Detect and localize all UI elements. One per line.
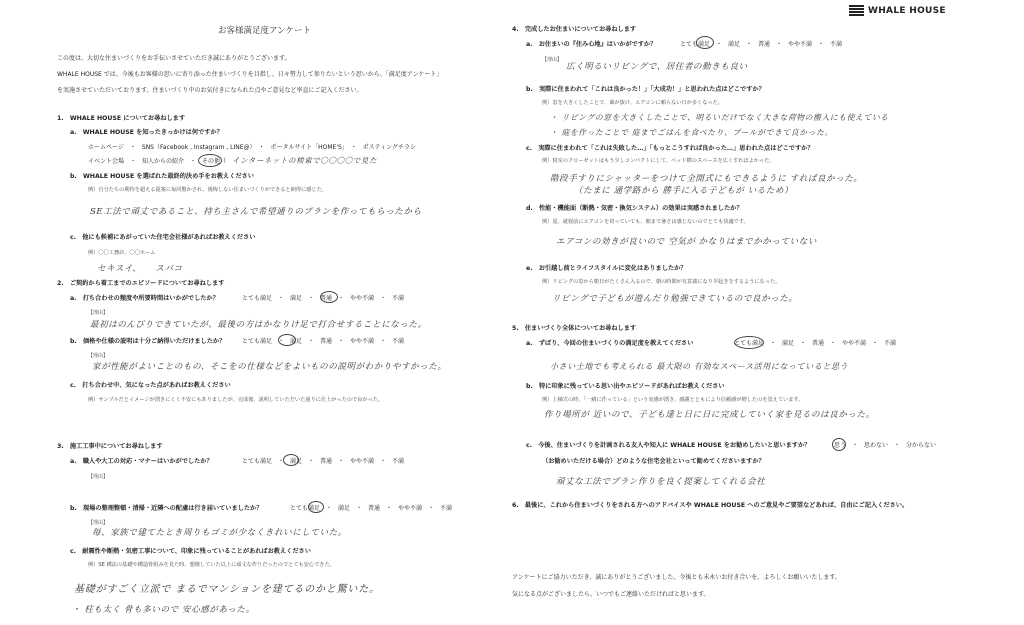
q1b-handwritten-answer: SE工法で頑丈であること、持ち主さんで希望通りのプランを作ってもらったから bbox=[90, 207, 422, 217]
intro-line-2: WHALE HOUSE では、今後もお客様の思いに寄り添った住まいづくりを目指し、日々努力して参りたいという思いから、「満足度アンケート」 bbox=[57, 71, 443, 78]
q4b-handwritten-answer-2: ・ 庭を作ったことで 庭までごはんを食べたり、プールができて良かった。 bbox=[550, 128, 833, 137]
q1b-example: 例）自分たちの期待を超える提案に毎回驚かされ、後悔しない住まいづくりができると納得に感じた。 bbox=[88, 187, 327, 193]
q2b-label: b. 価格や仕様の説明は十分ご納得いただけましたか？ bbox=[70, 338, 226, 345]
q2c-label: c. 打ち合わせ中、気になった点があればお教えください bbox=[70, 382, 231, 389]
q3b-handwritten-answer: 毎、家族で建てたとき周りもゴミが少なくきれいにしていた。 bbox=[92, 528, 347, 538]
brand-logo-text: WHALE HOUSE bbox=[868, 6, 946, 16]
q5c-options: 思う ・ 思わない ・ 分からない bbox=[834, 442, 937, 449]
q1a-options-line2: イベント会場 ・ 知人からの紹介 ・ その他（ bbox=[88, 158, 227, 165]
q4b-example: 例）窓を大きくしたことで、風が抜け、エアコンに頼らない日が多くなった。 bbox=[542, 100, 723, 106]
left-column bbox=[52, 0, 504, 625]
q1c-example: 例）〇〇工務店、〇〇ホーム bbox=[88, 250, 156, 256]
q3c-handwritten-answer-1: 基礎がすごく立派で まるでマンションを建てるのかと驚いた。 bbox=[74, 584, 380, 595]
q3a-reason-label: 【理由】 bbox=[88, 474, 109, 480]
q5c-label-2: （お勧めいただける場合）どのような住宅会社といって勧めてくださいますか？ bbox=[542, 458, 765, 465]
q3c-handwritten-answer-2: ・ 柱も太く 骨も多いので 安心感があった。 bbox=[72, 605, 255, 615]
q2b-selected-circle bbox=[278, 334, 296, 346]
q3a-label: a. 職人や大工の対応・マナーはいかがでしたか？ bbox=[70, 458, 213, 465]
q5a-scale: とても満足 ・ 満足 ・ 普通 ・ やや不満 ・ 不満 bbox=[734, 340, 897, 347]
q4d-example: 例）夏、就寝前にエアコンを切っていても、朝まで暑さは感じないのでとても快適です。 bbox=[542, 219, 749, 225]
closing-line-2: 気になる点がございましたら、いつでもご連絡いただければと思います。 bbox=[512, 591, 710, 598]
q4a-reason-label: 【理由】 bbox=[542, 57, 563, 63]
q1a-label: a. WHALE HOUSE を知ったきっかけは何ですか？ bbox=[70, 129, 223, 136]
q2c-example: 例）サンプルだとイメージが湧きにくく不安にもありましたが、完成後、説明していただいた通りに仕上がったので良かった。 bbox=[88, 397, 384, 403]
q1b-label: b. WHALE HOUSE を選ばれた最終的決め手をお教えください bbox=[70, 173, 254, 180]
q2a-scale: とても満足 ・ 満足 ・ 普通 ・ やや不満 ・ 不満 bbox=[242, 295, 405, 302]
q5a-selected-circle bbox=[734, 336, 764, 349]
q4a-selected-circle bbox=[696, 36, 714, 49]
q4c-handwritten-answer-2: （たまに 通学路から 勝手に入る子どもが いるため） bbox=[574, 186, 794, 196]
q3b-selected-circle bbox=[308, 501, 324, 513]
q4d-label: d. 性能・機能面（断熱・気密・換気システム）の効果は実感されましたか？ bbox=[526, 205, 743, 212]
right-column bbox=[512, 0, 1017, 625]
q5a-label: a. ずばり、今回の住まいづくりの満足度を教えてください bbox=[526, 340, 694, 347]
q2a-label: a. 打ち合わせの頻度や所要時間はいかがでしたか？ bbox=[70, 295, 219, 302]
q2a-handwritten-answer: 最初はのんびりできていたが、最後の方はかなりけ足で打合せすることになった。 bbox=[90, 320, 427, 330]
q4b-label: b. 実際に住まわれて「これは良かった！」「大成功！」と思われた点はどこですか？ bbox=[526, 86, 765, 93]
q2-heading: 2. ご契約から着工までのエピソードについてお尋ねします bbox=[57, 280, 225, 287]
intro-line-1: この度は、大切な住まいづくりをお手伝いさせていただき誠にありがとうございます。 bbox=[57, 55, 291, 62]
q4b-handwritten-answer-1: ・ リビングの窓を大きくしたことで、明るいだけでなく大きな荷物の搬入にも使えている bbox=[550, 113, 889, 122]
q1a-options-line1: ホームページ ・ SNS（Facebook , Instagram , LINE@） ・ ポータルサイト「HOME'S」 ・ ポスティングチラシ bbox=[88, 144, 417, 151]
q4e-handwritten-answer: リビングで子どもが遊んだり勉強できているので良かった。 bbox=[552, 294, 798, 304]
q4d-handwritten-answer: エアコンの効きが良いので 空気が かなりはまでかかっていない bbox=[556, 237, 817, 247]
q4a-handwritten-answer: 広く明るいリビングで、居住者の動きも良い bbox=[566, 62, 748, 72]
q5c-label: c. 今後、住まいづくりを計画される友人や知人に WHALE HOUSE をお勧めしたいと思いますか？ bbox=[526, 442, 811, 449]
q3b-reason-label: 【理由】 bbox=[88, 520, 109, 526]
q2a-reason-label: 【理由】 bbox=[88, 310, 109, 316]
q2b-handwritten-answer: 家が性能がよいことのもの、そこをの仕様などをよいものの説明がわかりやすかった。 bbox=[92, 362, 447, 372]
q3b-scale: とても満足 ・ 満足 ・ 普通 ・ やや不満 ・ 不満 bbox=[290, 505, 453, 512]
page-title: お客様満足度アンケート bbox=[218, 26, 311, 36]
q6-heading: 6. 最後に、これから住まいづくりをされる方へのアドバイスや WHALE HOUSE へのご意見やご要望などあれば、自由にご記入ください。 bbox=[512, 502, 909, 509]
q3c-example: 例）SE 構法の基礎や構造骨組みを見た時、想像していた以上に頑丈な作りだったのでとても安心できた。 bbox=[88, 562, 335, 568]
closing-line-1: アンケートにご協力いただき、誠にありがとうございました。今後とも末永いお付き合いを、よろしくお願いいたします。 bbox=[512, 574, 841, 581]
q5b-example: 例）上棟式の時、「一緒に作っている」という実感が湧き、感謝とともにより信頼感が増したのを覚えています。 bbox=[542, 397, 804, 403]
q5c-selected-circle bbox=[832, 438, 846, 451]
q4e-example: 例）リビングの窓から朝日がたくさん入るので、朝の時間が有意義になり早起きをするようになった。 bbox=[542, 279, 781, 285]
q4c-handwritten-answer-1: 階段手すりにシャッターをつけて全開式にもできるように すれば良かった。 bbox=[550, 174, 863, 184]
q2a-selected-circle bbox=[320, 291, 338, 303]
q1c-label: c. 他にも候補にあがっていた住宅会社様があればお教えください bbox=[70, 234, 256, 241]
q1c-handwritten-answer: セキスイ、 スバコ bbox=[97, 264, 183, 274]
q4-heading: 4. 完成したお住まいについてお尋ねします bbox=[512, 26, 637, 33]
q1-heading: 1. WHALE HOUSE についてお尋ねします bbox=[57, 115, 186, 122]
q5b-handwritten-answer: 作り場所が 近いので、子ども達と日に日に完成していく家を見るのは良かった。 bbox=[544, 410, 875, 420]
q3a-selected-circle bbox=[283, 454, 299, 466]
q3a-scale: とても満足 ・ 満足 ・ 普通 ・ やや不満 ・ 不満 bbox=[242, 458, 405, 465]
intro-line-3: を実施させていただいております。住まいづくり中のお気付きになられた点やご意見など率直にご記入ください。 bbox=[57, 87, 363, 94]
q3c-label: c. 耐震性や断熱・気密工事について、印象に残っていることがあればお教えください bbox=[70, 548, 311, 555]
q5b-label: b. 特に印象に残っている思い出やエピソードがあればお教えください bbox=[526, 383, 725, 390]
q4c-label: c. 実際に住まわれて「これは失敗した…」「もっとこうすれば良かった…」思われた点はどこですか？ bbox=[526, 145, 814, 152]
q5c-handwritten-answer: 頑丈な工法でプラン作りを良く提案してくれる会社 bbox=[556, 477, 766, 487]
q4e-label: e. お引越し前とライフスタイルに変化はありましたか？ bbox=[526, 265, 687, 272]
q4a-label: a. お住まいの『住み心地』はいかがですか？ bbox=[526, 41, 657, 48]
q2b-reason-label: 【理由】 bbox=[88, 353, 109, 359]
q2b-scale: とても満足 ・ 満足 ・ 普通 ・ やや不満 ・ 不満 bbox=[242, 338, 405, 345]
q4a-scale: とても満足 ・ 満足 ・ 普通 ・ やや不満 ・ 不満 bbox=[680, 41, 843, 48]
q1a-handwritten-answer: インターネットの検索で〇〇〇〇で見た bbox=[232, 156, 378, 165]
q4c-example: 例）寝室のクローゼットはもう少しコンパクトにして、ベッド横のスペースを広くすればよかった。 bbox=[542, 158, 775, 164]
q5-heading: 5. 住まいづくり全体についてお尋ねします bbox=[512, 325, 637, 332]
q3-heading: 3. 施工工事中についてお尋ねします bbox=[57, 443, 163, 450]
q3b-label: b. 現場の整理整頓・清掃・近隣への配慮は行き届いていましたか？ bbox=[70, 505, 263, 512]
q5a-handwritten-answer: 小さい土地でも考えられる 最大限の 有効なスペース活用になっていると思う bbox=[550, 362, 849, 371]
q1a-selected-circle bbox=[198, 154, 222, 167]
